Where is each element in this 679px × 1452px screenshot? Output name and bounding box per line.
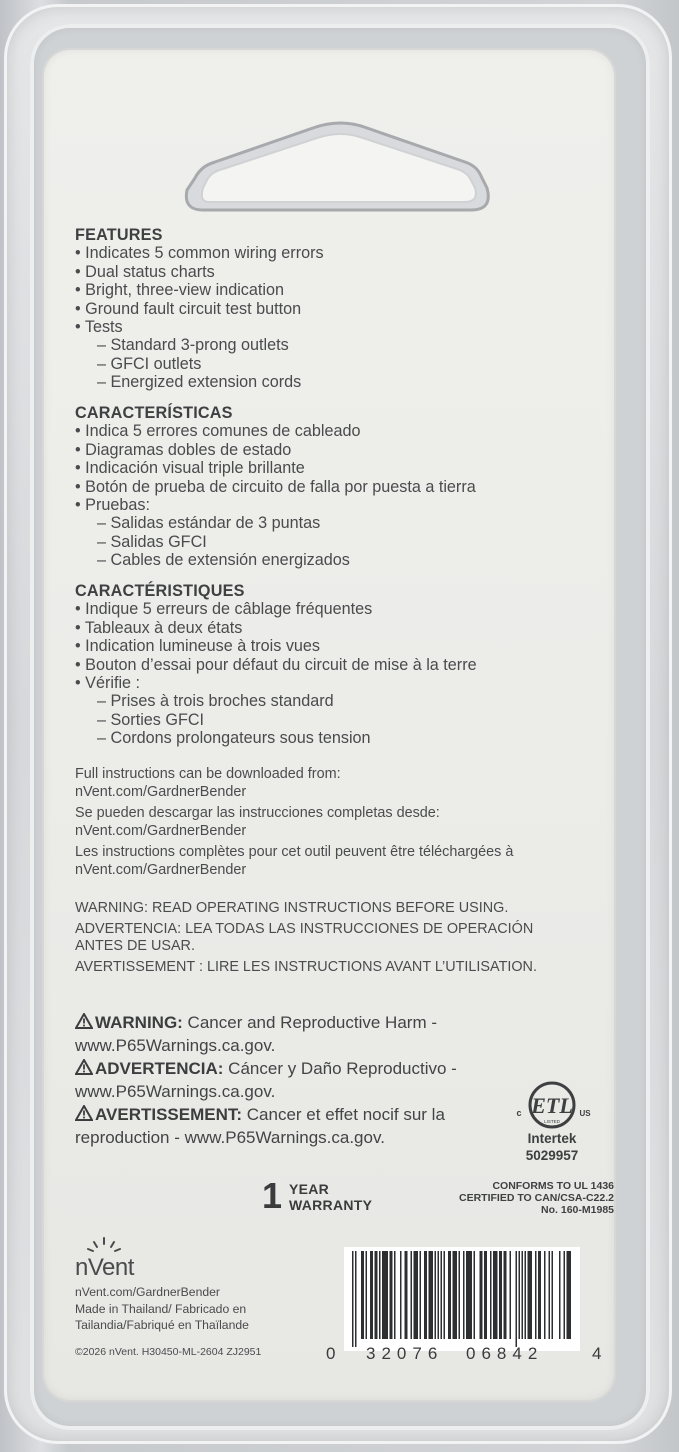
barcode-bar — [463, 1251, 465, 1339]
made-in-cont: Tailandia/Fabriqué en Thaïlande — [75, 1318, 249, 1332]
caracteristiques-heading: CARACTÉRISTIQUES — [75, 582, 245, 600]
intertek-number: 5029957 — [525, 1148, 579, 1163]
barcode-bar — [535, 1251, 537, 1339]
etl-us-mark: US — [579, 1109, 591, 1118]
barcode-bar — [424, 1251, 427, 1339]
feature-item: • Dual status charts — [75, 262, 215, 281]
upc-barcode — [344, 1247, 580, 1351]
etl-listed-mark — [510, 1074, 594, 1138]
prop65-warnings — [75, 1011, 457, 1149]
read-warning-en: WARNING: READ OPERATING INSTRUCTIONS BEFORE USING. — [75, 900, 509, 916]
prop65-fr-text: Cancer et effet nocif sur la — [242, 1105, 445, 1124]
barcode-bar — [544, 1251, 546, 1339]
caracteristica-item: • Indica 5 errores comunes de cableado — [75, 422, 361, 441]
barcode-bar — [400, 1251, 402, 1339]
prop65-fr-label: AVERTISSEMENT: — [95, 1105, 243, 1124]
barcode-bar — [519, 1251, 521, 1339]
barcode-bar — [474, 1251, 476, 1339]
barcode-bar — [366, 1251, 368, 1339]
conformance-text — [459, 1180, 614, 1216]
prop65-es-url: www.P65Warnings.ca.gov. — [75, 1082, 276, 1101]
features-heading: FEATURES — [75, 226, 163, 244]
barcode-bar — [493, 1251, 498, 1339]
barcode-bar — [435, 1251, 437, 1339]
barcode-bar — [559, 1251, 561, 1339]
caracteristica-item: • Indicación visual triple brillante — [75, 459, 305, 478]
barcode-bar — [480, 1251, 483, 1339]
instructions-url-en: nVent.com/GardnerBender — [75, 783, 247, 800]
barcode-bar — [528, 1251, 533, 1339]
instructions-url-es: nVent.com/GardnerBender — [75, 822, 247, 839]
conforms-line: No. 160-M1985 — [541, 1204, 614, 1216]
caracteristica-subitem: – Salidas estándar de 3 puntas — [97, 514, 321, 533]
barcode-bar — [525, 1251, 527, 1339]
copyright-text: ©2026 nVent. H30450-ML-2604 ZJ2951 — [75, 1346, 262, 1358]
read-warning-es: ADVERTENCIA: LEA TODAS LAS INSTRUCCIONES DE OPERACIÓN — [75, 920, 534, 937]
barcode-bar — [522, 1251, 524, 1339]
prop65-fr — [75, 1103, 457, 1126]
prop65-en-url: www.P65Warnings.ca.gov. — [75, 1036, 276, 1055]
caracteristique-item: • Indication lumineuse à trois vues — [75, 637, 321, 656]
brand-url: nVent.com/GardnerBender — [75, 1285, 220, 1299]
brand-address — [75, 1284, 249, 1334]
prop65-fr-url: reproduction - www.P65Warnings.ca.gov. — [75, 1128, 385, 1147]
barcode-bar — [466, 1251, 472, 1339]
barcode-bar — [484, 1251, 487, 1339]
intertek-block — [510, 1130, 594, 1164]
caracteristiques-section — [75, 582, 477, 748]
barcode-bar — [448, 1251, 451, 1339]
barcode-bar — [564, 1251, 566, 1339]
barcode-bar — [420, 1251, 422, 1339]
conforms-line: CONFORMS TO UL 1436 — [492, 1180, 614, 1192]
warranty-text — [289, 1181, 372, 1213]
prop65-en-text: Cancer and Reproductive Harm - — [182, 1013, 437, 1032]
etl-letters: ETL — [531, 1093, 573, 1118]
caracteristicas-heading: CARACTERÍSTICAS — [75, 404, 233, 422]
caracteristique-subitem: – Prises à trois broches standard — [97, 692, 334, 711]
barcode-bar — [510, 1251, 512, 1339]
barcode-bar — [444, 1251, 446, 1339]
warranty-number: 1 — [262, 1175, 283, 1216]
barcode-bar — [414, 1251, 419, 1339]
barcode-bar — [499, 1251, 502, 1339]
barcode-bar — [516, 1251, 518, 1347]
barcode-right-digits: 06842 — [466, 1344, 544, 1363]
barcode-bar — [490, 1251, 492, 1339]
barcode-bar — [361, 1251, 364, 1339]
etl-c-mark: c — [516, 1108, 522, 1118]
feature-subitem: – Energized extension cords — [97, 373, 302, 392]
caracteristique-subitem: – Cordons prolongateurs sous tension — [97, 729, 371, 748]
caracteristica-subitem: – Cables de extensión energizados — [97, 551, 350, 570]
prop65-en-label: WARNING: — [95, 1013, 183, 1032]
barcode-left-digits: 32076 — [366, 1344, 444, 1363]
barcode-bar — [355, 1251, 357, 1347]
made-in: Made in Thailand/ Fabricado en — [75, 1301, 247, 1316]
barcode-bar — [370, 1251, 373, 1339]
feature-subitem: – Standard 3-prong outlets — [97, 336, 289, 355]
caracteristique-item: • Bouton d’essai pour défaut du circuit de mise à la terre — [75, 655, 477, 674]
instructions-line-es: Se pueden descargar las instrucciones completas desde: — [75, 805, 440, 822]
caracteristica-item: • Botón de prueba de circuito de falla por puesta a tierra — [75, 477, 476, 496]
barcode-bar — [504, 1251, 507, 1339]
hang-hole — [181, 118, 493, 212]
barcode-bar — [438, 1251, 440, 1339]
warning-triangle-icon — [75, 1059, 93, 1075]
warning-triangle-icon — [75, 1105, 93, 1121]
caracteristica-item: • Diagramas dobles de estado — [75, 440, 292, 459]
warning-triangle-icon — [75, 1013, 93, 1029]
read-warning-fr: AVERTISSEMENT : LIRE LES INSTRUCTIONS AVANT L’UTILISATION. — [75, 958, 537, 975]
barcode-bar — [453, 1251, 458, 1339]
barcode-bar — [538, 1251, 541, 1339]
prop65-es-text: Cáncer y Daño Reproductivo - — [223, 1059, 457, 1078]
instructions-line-en: Full instructions can be downloaded from: — [75, 766, 341, 782]
feature-item: • Bright, three-view indication — [75, 281, 285, 300]
feature-item: • Tests — [75, 318, 123, 337]
barcode-check-digit: 4 — [592, 1344, 602, 1363]
warranty-line1: YEAR — [289, 1181, 330, 1197]
etl-listed-text: LISTED — [544, 1119, 560, 1124]
conforms-line: CERTIFIED TO CAN/CSA-C22.2 — [459, 1192, 614, 1204]
barcode-bar — [411, 1251, 413, 1339]
read-instructions-warnings — [75, 900, 537, 976]
barcode-bar — [567, 1251, 572, 1339]
caracteristica-item: • Pruebas: — [75, 496, 150, 515]
barcode-bar — [552, 1251, 554, 1339]
prop65-es — [75, 1057, 457, 1080]
warranty-line2: WARRANTY — [289, 1197, 373, 1213]
prop65-en — [75, 1011, 457, 1034]
instructions-block — [75, 766, 513, 880]
prop65-es-label: ADVERTENCIA: — [95, 1059, 224, 1078]
feature-subitem: – GFCI outlets — [97, 354, 202, 373]
barcode-bar — [549, 1251, 551, 1339]
barcode-bar — [379, 1251, 381, 1339]
caracteristique-item: • Tableaux à deux états — [75, 618, 243, 637]
instructions-url-fr: nVent.com/GardnerBender — [75, 861, 247, 878]
barcode-bar — [375, 1251, 378, 1339]
instructions-line-fr: Les instructions complètes pour cet outil peuvent être téléchargées à — [75, 844, 514, 861]
caracteristique-item: • Vérifie : — [75, 674, 141, 693]
caracteristicas-section — [75, 404, 476, 570]
intertek-name: Intertek — [527, 1131, 577, 1146]
barcode-bar — [382, 1251, 388, 1339]
barcode-bar — [459, 1251, 461, 1339]
barcode-first-digit: 0 — [326, 1344, 336, 1363]
barcode-bar — [405, 1251, 408, 1339]
barcode-bar — [441, 1251, 443, 1339]
feature-item: • Ground fault circuit test button — [75, 299, 302, 318]
read-warning-es-cont: ANTES DE USAR. — [75, 938, 195, 955]
barcode-bar — [429, 1251, 434, 1339]
caracteristique-item: • Indique 5 erreurs de câblage fréquentes — [75, 600, 373, 619]
barcode-bar — [352, 1251, 354, 1347]
features-section — [75, 226, 324, 392]
barcode-bar — [394, 1251, 396, 1339]
barcode-bar — [390, 1251, 393, 1339]
nvent-wordmark: nVent — [75, 1254, 134, 1281]
caracteristique-subitem: – Sorties GFCI — [97, 710, 205, 729]
feature-item: • Indicates 5 common wiring errors — [75, 244, 324, 263]
caracteristica-subitem: – Salidas GFCI — [97, 532, 207, 551]
